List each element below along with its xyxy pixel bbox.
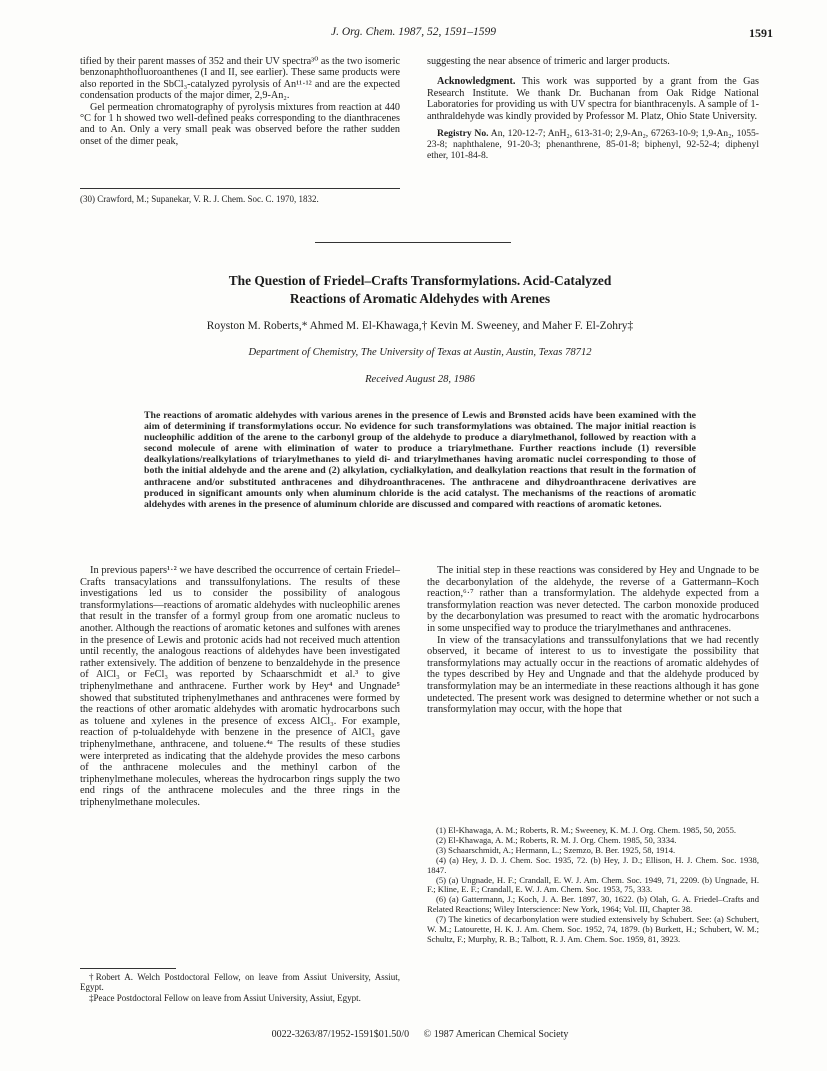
page-footer	[80, 1029, 760, 1040]
footnote-30: (30) Crawford, M.; Supanekar, V. R. J. Chem. Soc. C. 1970, 1832.	[80, 194, 319, 204]
reference: (5) (a) Ungnade, H. F.; Crandall, E. W. J. Am. Chem. Soc. 1949, 71, 2209. (b) Ungnade, H. F.; Kline, E. F.; Crandall, E. W. J. Am. Chem. Soc. 1953, 75, 333.	[427, 874, 759, 895]
abstract: The reactions of aromatic aldehydes with various arenes in the presence of Lewis and Brønsted acids have been examined with the aim of determining if transformylations occur. No evidence for such transformylations was obtained. The major initial reaction is nucleophilic addition of the arene to the carbonyl group of the aldehyde to produce a diarylmethanol, followed by reaction with a second molecule of arene with elimination of water to produce a triarylmethane. Further reactions include (1) reversible dealkylations/realkylations of triarylmethanes to yield di- and triarylmethanes having aromatic nuclei corresponding to those of both the initial aldehyde and the arene and (2) alkylation, cyclialkylation, and dealkylation reactions that result in the formation of anthracene and/or substituted anthracenes and dihydroanthracenes. The anthracene and dihydroanthracene derivatives are produced in significant amounts only when aluminum chloride is the acid catalyst. The mechanisms of the reactions of aromatic aldehydes with arenes in the presence of aluminum chloride are discussed and compared with reactions of aromatic ketones.	[144, 410, 696, 510]
acknowledgment-label: Acknowledgment.	[437, 76, 516, 88]
affiliation: Department of Chemistry, The University of Texas at Austin, Austin, Texas 78712	[248, 347, 592, 358]
acknowledgment-text: This work was supported by a grant from the Gas Research Institute. We thank Dr. Buchanan from Oak Ridge National Laboratories for providing us with UV spectra for bianthracenyls. A sample of 1-anthraldehyde was kindly provided by Professor M. Platz, Ohio State University.	[427, 76, 759, 122]
reference: (7) The kinetics of decarbonylation were studied extensively by Schubert. See: (a) Schubert, W. M.; Latourette, H. K. J. Am. Chem. Soc. 1952, 74, 1879. (b) Burkett, H.; Schubert, W. M.; Schultz, F.; Murphy, R. B.; Talbott, R. J. Am. Chem. Soc. 1959, 81, 3923.	[427, 914, 759, 944]
paragraph: Gel permeation chromatography of pyrolysis mixtures from reaction at 440 °C for 1 h showed two well-defined peaks corresponding to the dianthracenes and to An. Only a very small peak was observed before the rather sudden onset of the dimer peak,	[80, 101, 400, 147]
previous-article-left-column	[80, 56, 400, 147]
registry-text: An, 120-12-7; AnH₂, 613-31-0; 2,9-An₂, 67263-10-9; 1,9-An₂, 1055-23-8; naphthalene, 91-20-3; phenanthrene, 85-01-8; biphenyl, 92-52-4; diphenyl ether, 101-84-8.	[427, 128, 759, 162]
running-head	[0, 26, 827, 42]
author-notes	[80, 972, 400, 1003]
paragraph: tified by their parent masses of 352 and their UV spectra³⁰ as the two isomeric benzonaphthofluoroanthenes (I and II, see earlier). These same products were also reported in the SbCl₃-catalyzed pyrolysis of An¹¹·¹² and are the expected condensation products of the major dimer, 2,9-An₂.	[80, 56, 400, 102]
body-right-column	[427, 565, 759, 716]
page-number: 1591	[749, 26, 773, 40]
registry-numbers	[427, 128, 759, 161]
reference: (4) (a) Hey, J. D. J. Chem. Soc. 1935, 72. (b) Hey, J. D.; Ellison, H. J. Chem. Soc. 1938, 1847.	[427, 854, 759, 875]
author-note: †Robert A. Welch Postdoctoral Fellow, on leave from Assiut University, Assiut, Egypt.	[80, 972, 400, 993]
journal-code: 0022-3263/87/1952-1591$01.50/0	[271, 1029, 410, 1040]
reference: (1) El-Khawaga, A. M.; Roberts, R. M.; Sweeney, K. M. J. Org. Chem. 1985, 50, 2055.	[436, 825, 737, 835]
journal-name: J. Org. Chem.	[330, 26, 396, 38]
paragraph: In previous papers¹·² we have described the occurrence of certain Friedel–Crafts transacylations and transsulfonylations. The results of these investigations led us to consider the possibility of analogous transformylations—reactions of aromatic aldehydes with nucleophilic arenes that result in the transfer of a formyl group from one aromatic nucleus to another. Although the reactions of aromatic ketones and sulfones with arenes in the presence of Lewis and protonic acids had not received much attention until recently, the analogous reactions of aldehydes have been investigated rather extensively. The addition of benzene to benzaldehyde in the presence of AlCl₃ or FeCl₃ was reported by Schaarschmidt et al.³ to give triphenylmethane and anthracene. Further work by Hey⁴ and Ungnade⁵ showed that substituted triphenylmethanes and anthracenes were formed by the reactions of other aromatic aldehydes with aromatic hydrocarbons such as toluene and xylenes in the presence of excess AlCl₃. For example, reaction of p-tolualdehyde with benzene in the presence of AlCl₃ gave triphenylmethane, anthracene, and toluene.⁴ᵃ The results of these studies were interpreted as indicating that the aldehyde provides the meso carbons of the anthracene molecules and the methinyl carbon of the triphenylmethane molecules, whereas the hydrocarbon rings supply the two end rings of the anthracene molecules and the three rings in the triphenylmethane molecules.	[80, 565, 400, 808]
reference: (2) El-Khawaga, A. M.; Roberts, R. M. J. Org. Chem. 1985, 50, 3334.	[436, 834, 677, 845]
paragraph: The initial step in these reactions was considered by Hey and Ungnade to be the decarbonylation of the aldehyde, the reverse of a Gattermann–Koch reaction,⁶·⁷ rather than a transformylation. The aldehyde expected from a transformylation reaction was never detected. The carbon monoxide produced by the decarbonylation was presumed to react with the aromatic hydrocarbons in some unspecified way to produce the triarylmethanes and anthracenes.	[427, 565, 759, 634]
body-left-column	[80, 565, 400, 808]
journal-citation	[0, 26, 827, 38]
article-separator	[315, 242, 511, 243]
title-line: Reactions of Aromatic Aldehydes with Arenes	[289, 291, 551, 306]
article-title	[80, 272, 760, 308]
acknowledgment	[427, 76, 759, 122]
registry-label: Registry No.	[437, 128, 489, 140]
reference: (6) (a) Gattermann, J.; Koch, J. A. Ber. 1897, 30, 1622. (b) Olah, G. A. Friedel–Crafts and Related Reactions; Wiley Interscience: New York, 1964; Vol. III, Chapter 38.	[427, 894, 759, 915]
previous-article-right-column	[427, 56, 759, 161]
received-date: Received August 28, 1986	[365, 374, 475, 385]
reference: (3) Schaarschmidt, A.; Hermann, L.; Szemzo, B. Ber. 1925, 58, 1914.	[436, 844, 676, 855]
paragraph: suggesting the near absence of trimeric and larger products.	[427, 56, 670, 67]
author-notes-rule	[80, 968, 176, 969]
authors: Royston M. Roberts,* Ahmed M. El-Khawaga,† Kevin M. Sweeney, and Maher F. El-Zohry‡	[206, 320, 634, 332]
paragraph: In view of the transacylations and transsulfonylations that we had recently observed, it became of interest to us to investigate the possibility that transformylations may actually occur in the reactions of aromatic aldehydes of the types described by Hey and Ungnade and that the aldehyde produced by transformylation may be an intermediate in these reactions although it has gone undetected. The present work was designed to determine whether or not such a transformylation may occur, with the hope that	[427, 634, 759, 716]
copyright: © 1987 American Chemical Society	[423, 1029, 569, 1040]
references	[427, 826, 759, 945]
title-line: The Question of Friedel–Crafts Transformylations. Acid-Catalyzed	[228, 273, 612, 288]
author-note: ‡Peace Postdoctoral Fellow on leave from Assiut University, Assiut, Egypt.	[89, 992, 361, 1003]
footnote-rule	[80, 188, 400, 189]
journal-year-volume: 1987, 52, 1591–1599	[398, 26, 497, 38]
